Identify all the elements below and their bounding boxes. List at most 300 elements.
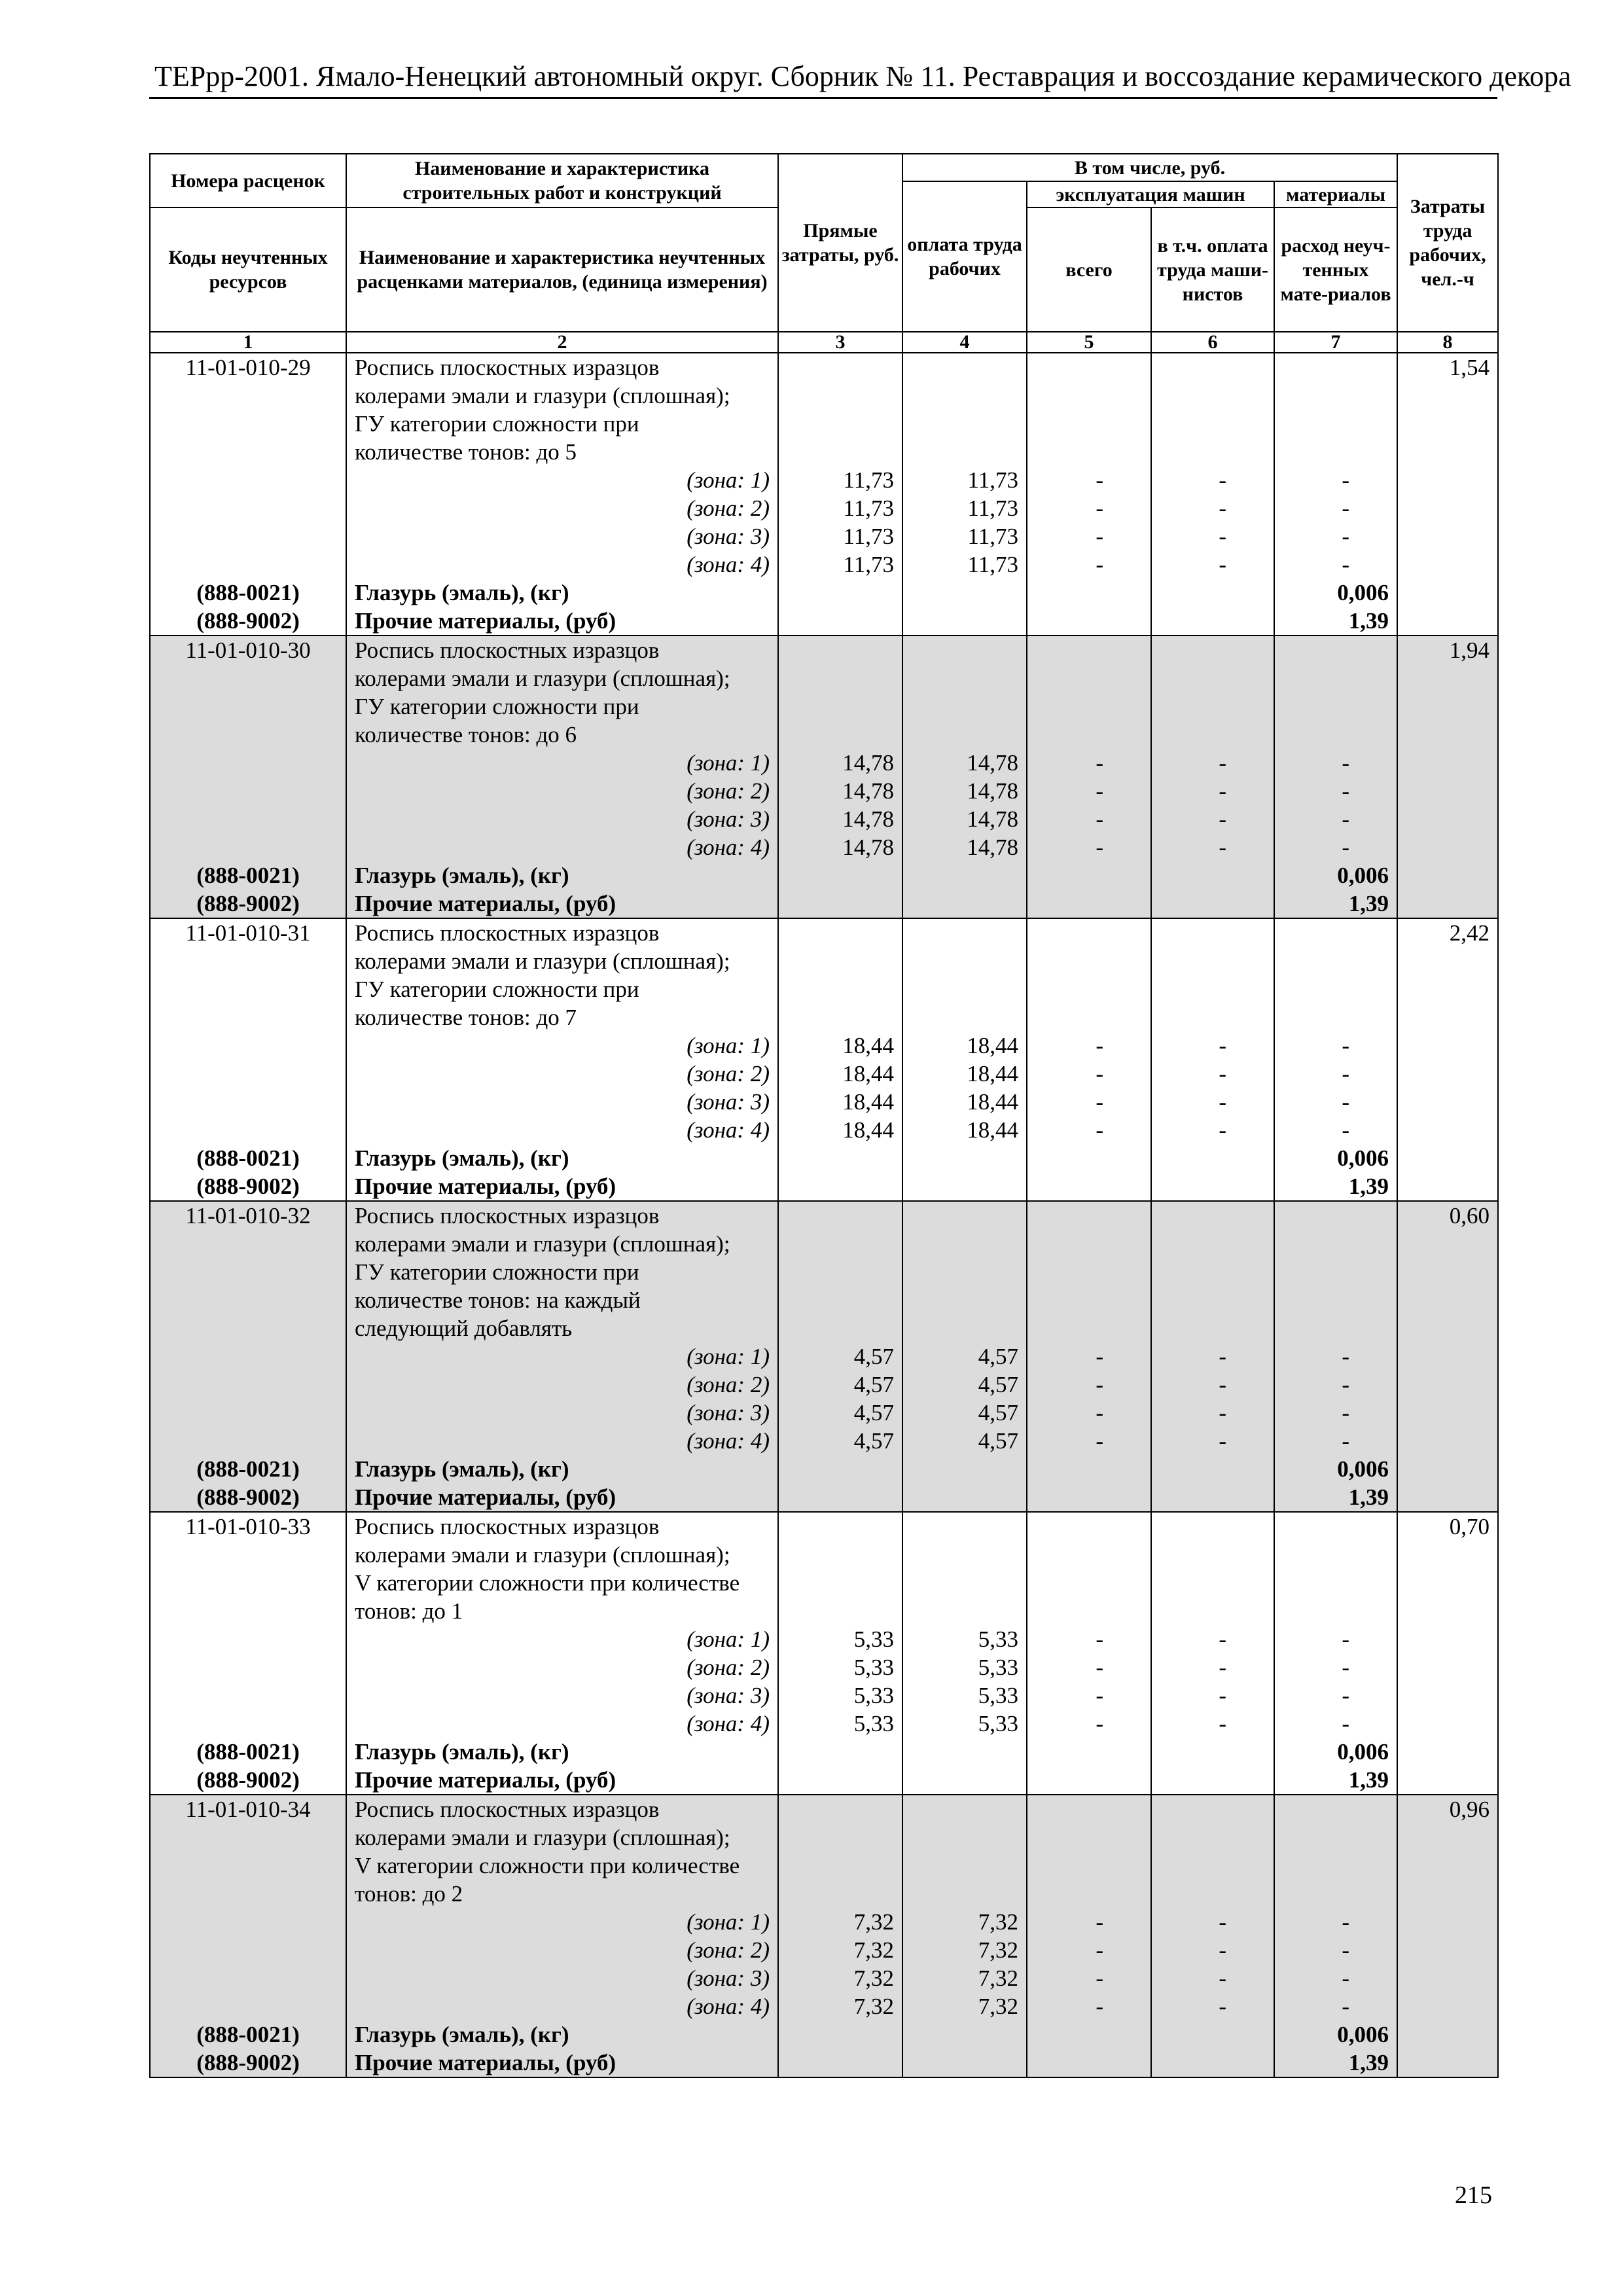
material-consumption-value: -: [1342, 552, 1350, 577]
direct-cost-value: 18,44: [842, 1033, 894, 1058]
column-number: 2: [346, 332, 778, 353]
description-line: колерами эмали и глазури (сплошная);: [355, 666, 730, 691]
header-material-consumption: расход неуч-тенных мате-риалов: [1274, 207, 1397, 332]
description-line: колерами эмали и глазури (сплошная);: [355, 383, 730, 408]
machinist-wage-cell: [1151, 1795, 1274, 2077]
material-consumption-value: -: [1342, 1965, 1350, 1991]
zone-label: (зона: 4): [687, 552, 770, 577]
material-code: (888-9002): [196, 2050, 300, 2075]
zone-label: (зона: 4): [687, 1711, 770, 1736]
machines-total-value: -: [1096, 778, 1103, 804]
labor-cost-cell: [1397, 636, 1498, 918]
zone-label: (зона: 2): [687, 1372, 770, 1397]
direct-cost-value: 11,73: [843, 524, 894, 549]
rate-entry: [150, 918, 1498, 1201]
machinist-wage-cell: [1151, 918, 1274, 1201]
labor-cost-cell: [1397, 353, 1498, 636]
wage-value: 5,33: [978, 1655, 1018, 1680]
description-line: Роспись плоскостных изразцов: [355, 920, 660, 946]
machines-total-value: -: [1096, 806, 1103, 832]
direct-cost-value: 11,73: [843, 552, 894, 577]
machines-total-cell: [1027, 1795, 1151, 2077]
machinist-wage-value: -: [1219, 1683, 1226, 1708]
material-quantity: 0,006: [1337, 580, 1389, 605]
material-name: Прочие материалы, (руб): [355, 608, 616, 634]
machinist-wage-value: -: [1219, 834, 1226, 860]
wage-value: 5,33: [978, 1711, 1018, 1736]
direct-cost-value: 7,32: [853, 1937, 894, 1963]
rate-row: [150, 1795, 1498, 2077]
labor-cost-value: 1,54: [1449, 355, 1490, 380]
rate-entry: [150, 353, 1498, 636]
header-machines: эксплуатация машин: [1027, 181, 1274, 207]
direct-cost-cell: [778, 1512, 902, 1795]
wage-cell: [902, 353, 1027, 636]
header-direct-costs: Прямые затраты, руб.: [778, 154, 902, 332]
rate-description-cell: [346, 1512, 778, 1795]
machines-total-value: -: [1096, 1994, 1103, 2019]
rate-row: [150, 636, 1498, 918]
material-consumption-cell: [1274, 1201, 1397, 1512]
header-work-name: Наименование и характеристика строительных работ и конструкций: [346, 154, 778, 207]
material-quantity: 1,39: [1348, 891, 1389, 916]
machines-total-value: -: [1096, 750, 1103, 776]
machinist-wage-value: -: [1219, 806, 1226, 832]
rate-entry: [150, 636, 1498, 918]
material-name: Прочие материалы, (руб): [355, 1767, 616, 1793]
rate-row: [150, 1201, 1498, 1512]
material-consumption-value: -: [1342, 1655, 1350, 1680]
material-name: Глазурь (эмаль), (кг): [355, 1145, 569, 1171]
zone-label: (зона: 1): [687, 1909, 770, 1935]
wage-value: 4,57: [978, 1428, 1018, 1454]
rate-code: 11-01-010-30: [185, 637, 311, 663]
material-code: (888-9002): [196, 1484, 300, 1510]
material-code: (888-0021): [196, 2022, 300, 2047]
rate-code-cell: [150, 1201, 346, 1512]
direct-cost-value: 14,78: [842, 750, 894, 776]
direct-cost-value: 7,32: [853, 1909, 894, 1935]
rate-row: [150, 1512, 1498, 1795]
machines-total-cell: [1027, 1512, 1151, 1795]
zone-label: (зона: 1): [687, 1033, 770, 1058]
machines-total-value: -: [1096, 467, 1103, 493]
material-consumption-value: -: [1342, 524, 1350, 549]
zone-label: (зона: 3): [687, 1400, 770, 1426]
rate-code-cell: [150, 636, 346, 918]
labor-cost-value: 0,96: [1449, 1797, 1490, 1822]
material-consumption-value: -: [1342, 1937, 1350, 1963]
machinist-wage-value: -: [1219, 1089, 1226, 1115]
zone-label: (зона: 1): [687, 1344, 770, 1369]
direct-cost-value: 4,57: [853, 1428, 894, 1454]
machines-total-value: -: [1096, 1683, 1103, 1708]
machinist-wage-value: -: [1219, 1937, 1226, 1963]
wage-value: 14,78: [967, 834, 1018, 860]
rate-entry: [150, 1201, 1498, 1512]
material-consumption-value: -: [1342, 778, 1350, 804]
machinist-wage-value: -: [1219, 467, 1226, 493]
material-quantity: 0,006: [1337, 2022, 1389, 2047]
material-consumption-value: -: [1342, 495, 1350, 521]
material-code: (888-9002): [196, 608, 300, 634]
zone-label: (зона: 2): [687, 1061, 770, 1086]
zone-label: (зона: 1): [687, 1626, 770, 1652]
description-line: количестве тонов: до 7: [355, 1005, 577, 1030]
description-line: Роспись плоскостных изразцов: [355, 637, 660, 663]
material-name: Глазурь (эмаль), (кг): [355, 863, 569, 888]
material-quantity: 0,006: [1337, 1145, 1389, 1171]
direct-cost-cell: [778, 1201, 902, 1512]
wage-value: 5,33: [978, 1626, 1018, 1652]
material-quantity: 1,39: [1348, 608, 1389, 634]
machines-total-value: -: [1096, 1655, 1103, 1680]
wage-value: 4,57: [978, 1372, 1018, 1397]
wage-value: 18,44: [967, 1089, 1018, 1115]
machines-total-cell: [1027, 353, 1151, 636]
wage-cell: [902, 636, 1027, 918]
material-consumption-value: -: [1342, 1344, 1350, 1369]
direct-cost-cell: [778, 636, 902, 918]
machines-total-cell: [1027, 1201, 1151, 1512]
material-consumption-value: -: [1342, 1711, 1350, 1736]
page-number: 215: [1455, 2181, 1492, 2209]
header-rate-numbers: Номера расценок: [150, 154, 346, 207]
machinist-wage-value: -: [1219, 1655, 1226, 1680]
wage-value: 11,73: [967, 495, 1018, 521]
zone-label: (зона: 2): [687, 1937, 770, 1963]
machinist-wage-value: -: [1219, 1626, 1226, 1652]
machines-total-value: -: [1096, 1937, 1103, 1963]
header-labor-costs: Затраты труда рабочих, чел.-ч: [1397, 154, 1498, 332]
machinist-wage-value: -: [1219, 1117, 1226, 1143]
material-consumption-value: -: [1342, 1994, 1350, 2019]
direct-cost-value: 4,57: [853, 1400, 894, 1426]
machinist-wage-value: -: [1219, 1061, 1226, 1086]
wage-cell: [902, 1201, 1027, 1512]
description-line: колерами эмали и глазури (сплошная);: [355, 1231, 730, 1257]
material-name: Глазурь (эмаль), (кг): [355, 2022, 569, 2047]
material-consumption-value: -: [1342, 467, 1350, 493]
direct-cost-value: 5,33: [853, 1626, 894, 1652]
wage-value: 4,57: [978, 1400, 1018, 1426]
material-consumption-cell: [1274, 1795, 1397, 2077]
header-material-names: Наименование и характеристика неучтенных расценками материалов, (единица измерения): [346, 207, 778, 332]
material-code: (888-0021): [196, 1739, 300, 1765]
material-consumption-value: -: [1342, 1372, 1350, 1397]
direct-cost-value: 7,32: [853, 1994, 894, 2019]
material-code: (888-9002): [196, 891, 300, 916]
material-consumption-value: -: [1342, 1909, 1350, 1935]
labor-cost-cell: [1397, 1512, 1498, 1795]
material-code: (888-0021): [196, 863, 300, 888]
machinist-wage-value: -: [1219, 524, 1226, 549]
direct-cost-value: 5,33: [853, 1655, 894, 1680]
header-divider: [149, 97, 1497, 99]
wage-value: 11,73: [967, 467, 1018, 493]
direct-cost-value: 18,44: [842, 1117, 894, 1143]
header-resource-codes: Коды неучтенных ресурсов: [150, 207, 346, 332]
material-consumption-value: -: [1342, 1400, 1350, 1426]
description-line: Роспись плоскостных изразцов: [355, 1203, 660, 1229]
direct-cost-cell: [778, 353, 902, 636]
material-consumption-value: -: [1342, 1117, 1350, 1143]
page-header-title: ТЕРрр-2001. Ямало-Ненецкий автономный округ. Сборник № 11. Реставрация и воссоздание керамического декора: [154, 60, 1571, 92]
table-header: [150, 154, 1498, 353]
wage-value: 11,73: [967, 524, 1018, 549]
machines-total-value: -: [1096, 1965, 1103, 1991]
wage-value: 14,78: [967, 806, 1018, 832]
description-line: Роспись плоскостных изразцов: [355, 355, 660, 380]
wage-cell: [902, 1795, 1027, 2077]
machines-total-value: -: [1096, 1400, 1103, 1426]
machinist-wage-cell: [1151, 1512, 1274, 1795]
machines-total-value: -: [1096, 552, 1103, 577]
material-consumption-value: -: [1342, 1428, 1350, 1454]
machines-total-cell: [1027, 918, 1151, 1201]
material-name: Прочие материалы, (руб): [355, 1174, 616, 1199]
machines-total-value: -: [1096, 1626, 1103, 1652]
material-consumption-value: -: [1342, 1683, 1350, 1708]
material-code: (888-0021): [196, 1456, 300, 1482]
description-line: тонов: до 2: [355, 1881, 463, 1907]
wage-value: 18,44: [967, 1033, 1018, 1058]
machines-total-value: -: [1096, 1089, 1103, 1115]
machines-total-value: -: [1096, 1428, 1103, 1454]
wage-value: 4,57: [978, 1344, 1018, 1369]
material-quantity: 1,39: [1348, 2050, 1389, 2075]
wage-cell: [902, 918, 1027, 1201]
labor-cost-value: 0,70: [1449, 1514, 1490, 1539]
machines-total-cell: [1027, 636, 1151, 918]
description-line: ГУ категории сложности при: [355, 1259, 639, 1285]
zone-label: (зона: 4): [687, 834, 770, 860]
machinist-wage-value: -: [1219, 1711, 1226, 1736]
machinist-wage-value: -: [1219, 552, 1226, 577]
machines-total-value: -: [1096, 524, 1103, 549]
machinist-wage-value: -: [1219, 1428, 1226, 1454]
description-line: ГУ категории сложности при: [355, 411, 639, 437]
rate-code: 11-01-010-34: [185, 1797, 311, 1822]
zone-label: (зона: 4): [687, 1994, 770, 2019]
machines-total-value: -: [1096, 1033, 1103, 1058]
column-number: 5: [1027, 332, 1151, 353]
description-line: количестве тонов: на каждый: [355, 1287, 641, 1313]
machines-total-value: -: [1096, 1909, 1103, 1935]
direct-cost-value: 18,44: [842, 1089, 894, 1115]
wage-value: 7,32: [978, 1994, 1018, 2019]
labor-cost-cell: [1397, 1795, 1498, 2077]
material-quantity: 1,39: [1348, 1767, 1389, 1793]
zone-label: (зона: 3): [687, 806, 770, 832]
rates-table: [149, 153, 1499, 2078]
rate-code-cell: [150, 353, 346, 636]
rate-description-cell: [346, 918, 778, 1201]
machines-total-value: -: [1096, 1117, 1103, 1143]
labor-cost-cell: [1397, 918, 1498, 1201]
material-name: Глазурь (эмаль), (кг): [355, 1456, 569, 1482]
labor-cost-value: 2,42: [1449, 920, 1490, 946]
material-quantity: 1,39: [1348, 1484, 1389, 1510]
material-code: (888-9002): [196, 1767, 300, 1793]
zone-label: (зона: 3): [687, 1965, 770, 1991]
machinist-wage-value: -: [1219, 750, 1226, 776]
rate-code: 11-01-010-33: [185, 1514, 311, 1539]
rate-code-cell: [150, 1512, 346, 1795]
material-quantity: 1,39: [1348, 1174, 1389, 1199]
material-quantity: 0,006: [1337, 1456, 1389, 1482]
rate-description-cell: [346, 353, 778, 636]
machinist-wage-cell: [1151, 1201, 1274, 1512]
wage-cell: [902, 1512, 1027, 1795]
column-number: 7: [1274, 332, 1397, 353]
rate-description-cell: [346, 1201, 778, 1512]
machinist-wage-value: -: [1219, 1909, 1226, 1935]
zone-label: (зона: 3): [687, 524, 770, 549]
description-line: тонов: до 1: [355, 1598, 463, 1624]
direct-cost-value: 5,33: [853, 1711, 894, 1736]
machinist-wage-value: -: [1219, 1033, 1226, 1058]
description-line: Роспись плоскостных изразцов: [355, 1797, 660, 1822]
direct-cost-value: 14,78: [842, 806, 894, 832]
header-wage: оплата труда рабочих: [902, 181, 1027, 332]
direct-cost-value: 18,44: [842, 1061, 894, 1086]
header-including-group: В том числе, руб.: [902, 154, 1397, 181]
labor-cost-value: 1,94: [1449, 637, 1490, 663]
machinist-wage-value: -: [1219, 1965, 1226, 1991]
rate-description-cell: [346, 636, 778, 918]
material-consumption-cell: [1274, 636, 1397, 918]
material-code: (888-0021): [196, 1145, 300, 1171]
material-consumption-cell: [1274, 353, 1397, 636]
material-consumption-value: -: [1342, 750, 1350, 776]
machinist-wage-value: -: [1219, 1344, 1226, 1369]
description-line: колерами эмали и глазури (сплошная);: [355, 1825, 730, 1850]
material-name: Глазурь (эмаль), (кг): [355, 1739, 569, 1765]
description-line: колерами эмали и глазури (сплошная);: [355, 1542, 730, 1568]
machinist-wage-cell: [1151, 353, 1274, 636]
zone-label: (зона: 2): [687, 495, 770, 521]
wage-value: 14,78: [967, 778, 1018, 804]
machinist-wage-value: -: [1219, 778, 1226, 804]
material-code: (888-9002): [196, 1174, 300, 1199]
rate-code-cell: [150, 918, 346, 1201]
zone-label: (зона: 1): [687, 750, 770, 776]
material-consumption-value: -: [1342, 806, 1350, 832]
direct-cost-cell: [778, 1795, 902, 2077]
machines-total-value: -: [1096, 1372, 1103, 1397]
direct-cost-value: 5,33: [853, 1683, 894, 1708]
machinist-wage-value: -: [1219, 1994, 1226, 2019]
description-line: ГУ категории сложности при: [355, 977, 639, 1002]
material-quantity: 0,006: [1337, 1739, 1389, 1765]
zone-label: (зона: 3): [687, 1089, 770, 1115]
description-line: количестве тонов: до 6: [355, 722, 577, 747]
column-number: 1: [150, 332, 346, 353]
zone-label: (зона: 4): [687, 1428, 770, 1454]
description-line: Роспись плоскостных изразцов: [355, 1514, 660, 1539]
rate-code-cell: [150, 1795, 346, 2077]
machinist-wage-cell: [1151, 636, 1274, 918]
direct-cost-value: 14,78: [842, 834, 894, 860]
material-name: Прочие материалы, (руб): [355, 1484, 616, 1510]
material-consumption-value: -: [1342, 834, 1350, 860]
material-name: Прочие материалы, (руб): [355, 2050, 616, 2075]
rate-entry: [150, 1795, 1498, 2077]
rate-description-cell: [346, 1795, 778, 2077]
material-quantity: 0,006: [1337, 863, 1389, 888]
column-number: 8: [1397, 332, 1498, 353]
description-line: колерами эмали и глазури (сплошная);: [355, 948, 730, 974]
wage-value: 14,78: [967, 750, 1018, 776]
column-number: 6: [1151, 332, 1274, 353]
labor-cost-value: 0,60: [1449, 1203, 1490, 1229]
wage-value: 18,44: [967, 1061, 1018, 1086]
description-line: ГУ категории сложности при: [355, 694, 639, 719]
direct-cost-cell: [778, 918, 902, 1201]
material-name: Прочие материалы, (руб): [355, 891, 616, 916]
zone-label: (зона: 4): [687, 1117, 770, 1143]
machines-total-value: -: [1096, 834, 1103, 860]
machines-total-value: -: [1096, 495, 1103, 521]
rate-row: [150, 918, 1498, 1201]
description-line: V категории сложности при количестве: [355, 1570, 740, 1596]
direct-cost-value: 11,73: [843, 495, 894, 521]
wage-value: 5,33: [978, 1683, 1018, 1708]
wage-value: 18,44: [967, 1117, 1018, 1143]
rate-code: 11-01-010-29: [185, 355, 311, 380]
rate-row: [150, 353, 1498, 636]
material-consumption-cell: [1274, 1512, 1397, 1795]
header-machines-total: всего: [1027, 207, 1151, 332]
description-line: количестве тонов: до 5: [355, 439, 577, 465]
direct-cost-value: 4,57: [853, 1372, 894, 1397]
material-name: Глазурь (эмаль), (кг): [355, 580, 569, 605]
column-number: 4: [902, 332, 1027, 353]
wage-value: 7,32: [978, 1965, 1018, 1991]
column-number: 3: [778, 332, 902, 353]
header-machinist-wage: в т.ч. оплата труда маши-нистов: [1151, 207, 1274, 332]
wage-value: 7,32: [978, 1937, 1018, 1963]
direct-cost-value: 7,32: [853, 1965, 894, 1991]
zone-label: (зона: 2): [687, 1655, 770, 1680]
header-materials: материалы: [1274, 181, 1397, 207]
wage-value: 7,32: [978, 1909, 1018, 1935]
column-numbers-row: [150, 332, 1498, 353]
machines-total-value: -: [1096, 1061, 1103, 1086]
rate-code: 11-01-010-31: [185, 920, 311, 946]
direct-cost-value: 4,57: [853, 1344, 894, 1369]
wage-value: 11,73: [967, 552, 1018, 577]
rate-entry: [150, 1512, 1498, 1795]
machines-total-value: -: [1096, 1711, 1103, 1736]
material-code: (888-0021): [196, 580, 300, 605]
machinist-wage-value: -: [1219, 495, 1226, 521]
labor-cost-cell: [1397, 1201, 1498, 1512]
material-consumption-value: -: [1342, 1089, 1350, 1115]
direct-cost-value: 11,73: [843, 467, 894, 493]
description-line: V категории сложности при количестве: [355, 1853, 740, 1878]
material-consumption-cell: [1274, 918, 1397, 1201]
machinist-wage-value: -: [1219, 1400, 1226, 1426]
material-consumption-value: -: [1342, 1626, 1350, 1652]
rate-code: 11-01-010-32: [185, 1203, 311, 1229]
zone-label: (зона: 1): [687, 467, 770, 493]
zone-label: (зона: 3): [687, 1683, 770, 1708]
direct-cost-value: 14,78: [842, 778, 894, 804]
material-consumption-value: -: [1342, 1061, 1350, 1086]
machinist-wage-value: -: [1219, 1372, 1226, 1397]
